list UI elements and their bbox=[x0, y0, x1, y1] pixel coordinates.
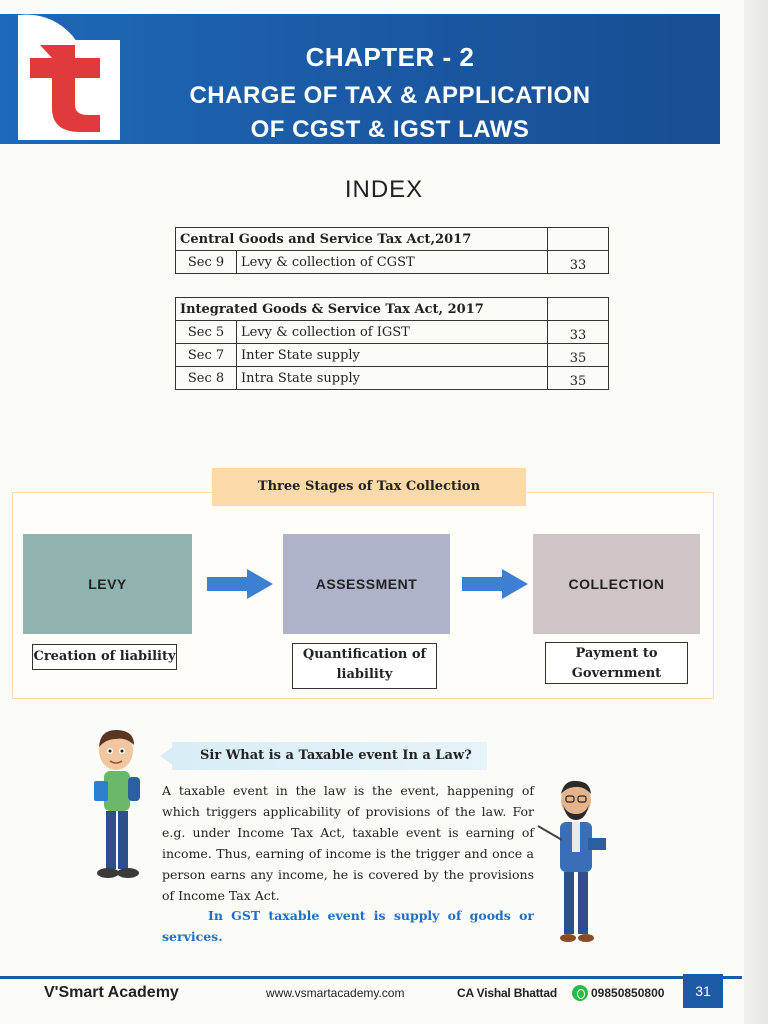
phone-number: 09850850800 bbox=[591, 986, 665, 1000]
section-cell: Sec 8 bbox=[176, 367, 237, 390]
index-table-cgst bbox=[175, 227, 609, 274]
student-cartoon-icon bbox=[88, 725, 152, 885]
stage-collection: COLLECTION bbox=[533, 534, 700, 634]
chapter-title-line1: CHARGE OF TAX & APPLICATION bbox=[189, 82, 591, 109]
footer-website: www.vsmartacademy.com bbox=[266, 986, 405, 1000]
page-edge-shade bbox=[744, 0, 768, 1024]
index-title: INDEX bbox=[344, 176, 424, 203]
stages-title: Three Stages of Tax Collection bbox=[212, 468, 526, 506]
table-heading: Central Goods and Service Tax Act,2017 bbox=[176, 228, 548, 251]
footer-brand: V'Smart Academy bbox=[44, 984, 179, 1001]
stage-assessment: ASSESSMENT bbox=[283, 534, 450, 634]
page-cell: 35 bbox=[548, 367, 609, 390]
section-cell: Sec 9 bbox=[176, 251, 237, 274]
stage-caption-assessment bbox=[292, 643, 437, 689]
topic-cell: Inter State supply bbox=[237, 344, 548, 367]
footer-divider bbox=[0, 976, 742, 979]
page-cell bbox=[548, 228, 609, 251]
table-row bbox=[176, 321, 609, 344]
caption-line: Payment to bbox=[575, 646, 658, 661]
caption-line: Government bbox=[571, 666, 662, 681]
table-row bbox=[176, 344, 609, 367]
footer-phone bbox=[572, 982, 664, 1004]
arrow-right-icon bbox=[207, 569, 273, 599]
footer-author: CA Vishal Bhattad bbox=[457, 986, 557, 1000]
page-cell bbox=[548, 298, 609, 321]
page-cell: 35 bbox=[548, 344, 609, 367]
gst-taxable-event-highlight: In GST taxable event is supply of goods or services. bbox=[162, 908, 534, 944]
page-number: 31 bbox=[683, 974, 723, 1008]
table-heading: Integrated Goods & Service Tax Act, 2017 bbox=[176, 298, 548, 321]
question-bubble: Sir What is a Taxable event In a Law? bbox=[172, 742, 487, 770]
topic-cell: Levy & collection of IGST bbox=[237, 321, 548, 344]
topic-cell: Intra State supply bbox=[237, 367, 548, 390]
stage-caption-collection bbox=[545, 642, 688, 684]
table-row bbox=[176, 367, 609, 390]
arrow-right-icon bbox=[462, 569, 528, 599]
table-row bbox=[176, 251, 609, 274]
stage-caption-levy: Creation of liability bbox=[32, 644, 177, 670]
chapter-title-line2: OF CGST & IGST LAWS bbox=[250, 116, 530, 143]
section-cell: Sec 5 bbox=[176, 321, 237, 344]
index-table-igst bbox=[175, 297, 609, 390]
stage-levy: LEVY bbox=[23, 534, 192, 634]
teacher-cartoon-icon bbox=[536, 776, 612, 944]
taxable-event-definition: A taxable event in the law is the event, happening of which triggers applicability of provisions of the law. For e.g. under Income Tax Act, taxable event is earning of income. Thus, earning of income is the trigger and once a person earns any income, he is covered by the provisions of Income Tax Act. bbox=[162, 783, 534, 903]
table-header-row bbox=[176, 228, 609, 251]
page-cell: 33 bbox=[548, 321, 609, 344]
page-cell: 33 bbox=[548, 251, 609, 274]
caption-line: Quantification of bbox=[302, 647, 427, 662]
section-cell: Sec 7 bbox=[176, 344, 237, 367]
academy-logo bbox=[0, 10, 135, 145]
caption-line: liability bbox=[336, 667, 393, 682]
whatsapp-icon bbox=[572, 985, 588, 1001]
topic-cell: Levy & collection of CGST bbox=[237, 251, 548, 274]
chapter-heading: CHAPTER - 2 bbox=[305, 42, 475, 72]
table-header-row bbox=[176, 298, 609, 321]
